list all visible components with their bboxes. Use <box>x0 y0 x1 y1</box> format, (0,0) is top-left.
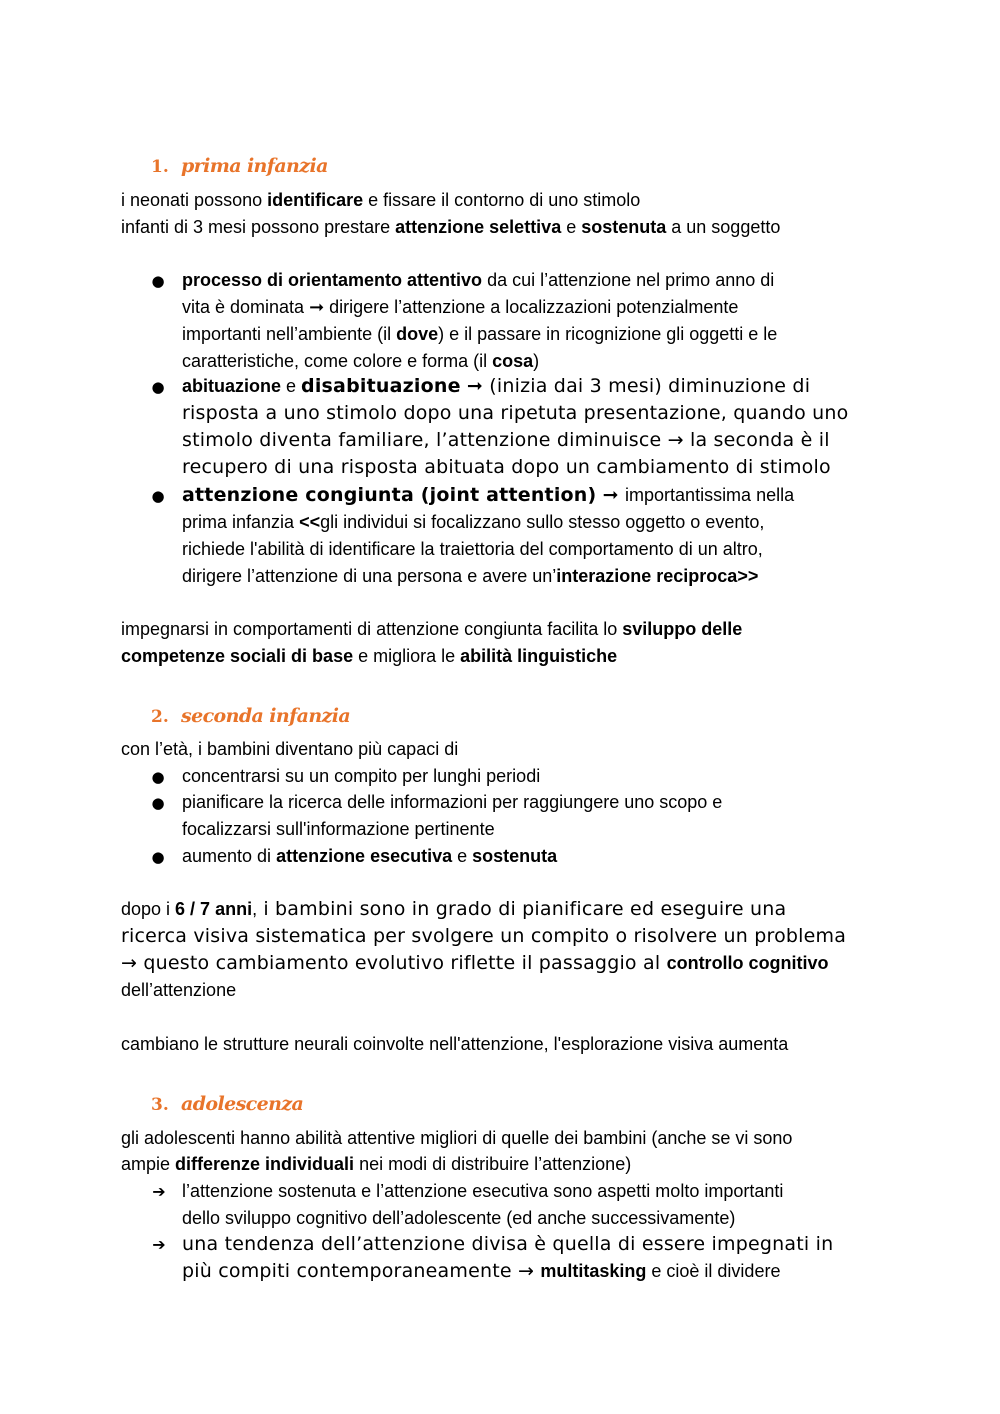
list-item-line: prima infanzia <<gli individui si focalizzano sullo stesso oggetto o evento, <box>182 512 765 532</box>
bullet-icon: ● <box>151 487 165 505</box>
list-item-line: più compiti contemporaneamente → multitasking e cioè il dividere <box>182 1260 781 1282</box>
paragraph-line: infanti di 3 mesi possono prestare attenzione selettiva e sostenuta a un soggetto <box>121 217 781 237</box>
list-item-line: una tendenza dell’attenzione divisa è quella di essere impegnati in <box>182 1233 834 1255</box>
list-item-line: concentrarsi su un compito per lunghi periodi <box>182 766 541 786</box>
list-item-line: dirigere l’attenzione di una persona e avere un’interazione reciproca>> <box>182 566 759 586</box>
list-item-line: caratteristiche, come colore e forma (il cosa) <box>182 351 540 371</box>
section-heading-seconda-infanzia <box>151 703 350 731</box>
paragraph-line: ampie differenze individuali nei modi di distribuire l’attenzione) <box>121 1154 632 1174</box>
arrow-bullet-icon: ➔ <box>152 1235 166 1254</box>
paragraph-line: dopo i 6 / 7 anni, i bambini sono in grado di pianificare ed eseguire una <box>121 898 787 920</box>
arrow-bullet-icon: ➔ <box>152 1182 166 1201</box>
bullet-icon: ● <box>151 378 165 396</box>
paragraph-line: impegnarsi in comportamenti di attenzione congiunta facilita lo sviluppo delle <box>121 619 743 639</box>
heading-number: 3. <box>151 1095 169 1115</box>
paragraph-line: gli adolescenti hanno abilità attentive migliori di quelle dei bambini (anche se vi sono <box>121 1128 793 1148</box>
list-item-line: processo di orientamento attentivo da cui l’attenzione nel primo anno di <box>182 270 775 290</box>
list-item-line: abituazione e disabituazione ➞ (inizia dai 3 mesi) diminuzione di <box>182 375 811 397</box>
section-heading-prima-infanzia <box>151 153 328 181</box>
heading-title: prima infanzia <box>181 155 328 177</box>
heading-title: seconda infanzia <box>181 705 351 727</box>
heading-number: 1. <box>151 157 169 177</box>
list-item-line: richiede l'abilità di identificare la traiettoria del comportamento di un altro, <box>182 539 763 559</box>
paragraph-line: ricerca visiva sistematica per svolgere un compito o risolvere un problema <box>121 925 847 947</box>
list-item-line: risposta a uno stimolo dopo una ripetuta presentazione, quando uno <box>182 402 849 424</box>
heading-title: adolescenza <box>181 1093 304 1115</box>
bullet-icon: ● <box>151 272 165 290</box>
section-heading-adolescenza <box>151 1091 303 1119</box>
list-item-line: focalizzarsi sull'informazione pertinente <box>182 819 495 839</box>
list-item-line: pianificare la ricerca delle informazioni per raggiungere uno scopo e <box>182 792 723 812</box>
list-item-line: aumento di attenzione esecutiva e sostenuta <box>182 846 558 866</box>
list-item-line: stimolo diventa familiare, l’attenzione diminuisce → la seconda è il <box>182 429 830 451</box>
paragraph-line: → questo cambiamento evolutivo riflette il passaggio al controllo cognitivo <box>121 952 829 974</box>
paragraph-line: competenze sociali di base e migliora le abilità linguistiche <box>121 646 618 666</box>
list-item-line: l’attenzione sostenuta e l’attenzione esecutiva sono aspetti molto importanti <box>182 1181 784 1201</box>
paragraph-line: dell’attenzione <box>121 980 237 1000</box>
list-item-line: vita è dominata ➞ dirigere l’attenzione a localizzazioni potenzialmente <box>182 297 739 317</box>
bullet-icon: ● <box>151 768 165 786</box>
paragraph-line: i neonati possono identificare e fissare il contorno di uno stimolo <box>121 190 641 210</box>
bullet-icon: ● <box>151 848 165 866</box>
paragraph-line: con l’età, i bambini diventano più capaci di <box>121 739 459 759</box>
list-item-line: attenzione congiunta (joint attention) ➞ importantissima nella <box>182 484 795 506</box>
list-item-line: dello sviluppo cognitivo dell’adolescente (ed anche successivamente) <box>182 1208 736 1228</box>
paragraph-line: cambiano le strutture neurali coinvolte nell'attenzione, l'esplorazione visiva aumenta <box>121 1034 789 1054</box>
list-item-line: importanti nell’ambiente (il dove) e il passare in ricognizione gli oggetti e le <box>182 324 778 344</box>
heading-number: 2. <box>151 707 169 727</box>
bullet-icon: ● <box>151 794 165 812</box>
list-item-line: recupero di una risposta abituata dopo un cambiamento di stimolo <box>182 456 831 478</box>
